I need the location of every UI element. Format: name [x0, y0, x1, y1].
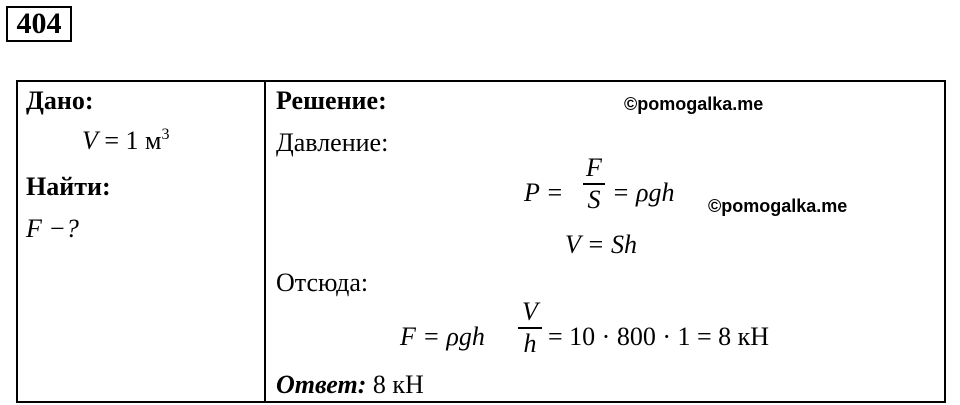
given-value-exponent: 3 [161, 126, 170, 143]
eq1-lhs: P = [524, 178, 564, 207]
solution-table [16, 80, 946, 403]
answer-value: 8 кН [372, 370, 424, 399]
eq3-lhs: F = ρgh [400, 322, 485, 351]
eq3-fraction [518, 298, 542, 358]
eq1-denominator: S [587, 185, 601, 214]
column-divider [264, 82, 266, 401]
watermark-2: ©pomogalka.me [708, 196, 848, 216]
find-heading: Найти: [26, 172, 111, 201]
pressure-label: Давление: [276, 128, 389, 157]
eq3-numerator: V [522, 297, 538, 326]
problem-number: 404 [16, 7, 62, 40]
given-value-amount: = 1 м [104, 126, 162, 155]
eq1-fraction [583, 154, 605, 214]
eq2: V = Sh [565, 230, 637, 259]
given-value-variable: V [82, 126, 98, 155]
watermark-1: ©pomogalka.me [624, 94, 764, 114]
eq1-numerator: F [586, 153, 602, 182]
find-item: F −? [26, 214, 79, 243]
eq1-rhs: = ρgh [612, 178, 675, 207]
solution-heading: Решение: [276, 86, 387, 115]
given-heading: Дано: [26, 86, 94, 115]
given-value [82, 126, 170, 156]
problem-number-box [6, 6, 72, 42]
answer-line [276, 370, 424, 400]
eq3-denominator: h [523, 329, 537, 358]
hence-label: Отсюда: [276, 268, 369, 297]
eq3-rhs: = 10 · 800 · 1 = 8 кН [548, 322, 770, 351]
answer-label: Ответ: [276, 370, 367, 399]
